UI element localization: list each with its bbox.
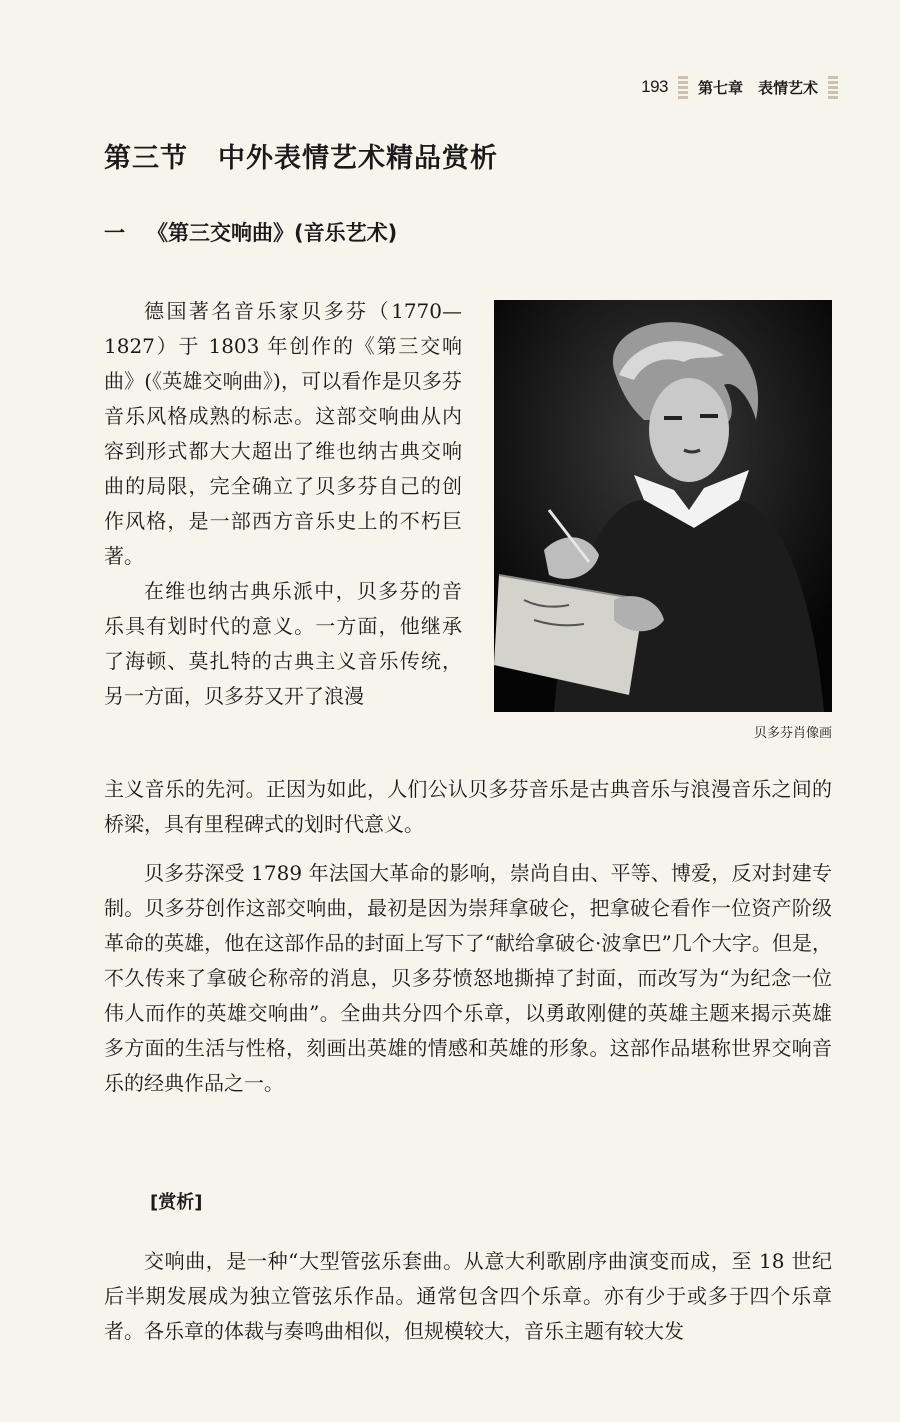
paragraph-2: 在维也纳古典乐派中，贝多芬的音乐具有划时代的意义。一方面，他继承了海顿、莫扎特的古典主义音乐传统，另一方面，贝多芬又开了浪漫	[104, 579, 462, 708]
subsection-number: 一	[104, 221, 125, 245]
main-text	[104, 856, 832, 1101]
chapter-title: 第七章 表情艺术	[697, 78, 818, 97]
portrait-illustration	[494, 300, 832, 712]
section-name: 中外表情艺术精品赏析	[218, 143, 498, 174]
header-divider-right	[828, 75, 838, 99]
paragraph-2-continued: 主义音乐的先河。正因为如此，人们公认贝多芬音乐是古典音乐与浪漫音乐之间的桥梁，具有里程碑式的划时代意义。	[104, 777, 832, 836]
subsection-name: 《第三交响曲》(音乐艺术)	[147, 221, 398, 245]
figure-caption: 贝多芬肖像画	[753, 726, 832, 741]
analysis-text	[104, 1244, 832, 1349]
running-header	[641, 74, 838, 100]
analysis-paragraph: 交响曲，是一种“大型管弦乐套曲。从意大利歌剧序曲演变而成，至 18 世纪后半期发展成为独立管弦乐作品。通常包含四个乐章。亦有少于或多于四个乐章者。各乐章的体裁与奏鸣曲相似，但规模较大，音乐主题有较大发	[104, 1249, 832, 1343]
subsection-title	[104, 217, 397, 247]
header-divider	[678, 75, 688, 99]
page-number: 193	[641, 77, 668, 96]
analysis-heading: [赏析]	[150, 1192, 203, 1213]
paragraph-1: 德国著名音乐家贝多芬（1770—1827）于 1803 年创作的《第三交响曲》(《英雄交响曲》)，可以看作是贝多芬音乐风格成熟的标志。这部交响曲从内容到形式都大大超出了维也纳古典交响曲的局限，完全确立了贝多芬自己的创作风格，是一部西方音乐史上的不朽巨著。	[104, 299, 462, 568]
beethoven-portrait-image	[494, 300, 832, 712]
section-title	[104, 136, 498, 175]
paragraph-3: 贝多芬深受 1789 年法国大革命的影响，崇尚自由、平等、博爱，反对封建专制。贝多芬创作这部交响曲，最初是因为崇拜拿破仑，把拿破仑看作一位资产阶级革命的英雄，他在这部作品的封面上写下了“献给拿破仑·波拿巴”几个大字。但是，不久传来了拿破仑称帝的消息，贝多芬愤怒地撕掉了封面，而改写为“为纪念一位伟人而作的英雄交响曲”。全曲共分四个乐章，以勇敢刚健的英雄主题来揭示英雄多方面的生活与性格，刻画出英雄的情感和英雄的形象。这部作品堪称世界交响音乐的经典作品之一。	[104, 861, 832, 1095]
intro-text-narrow	[104, 294, 462, 714]
section-number: 第三节	[104, 143, 188, 174]
